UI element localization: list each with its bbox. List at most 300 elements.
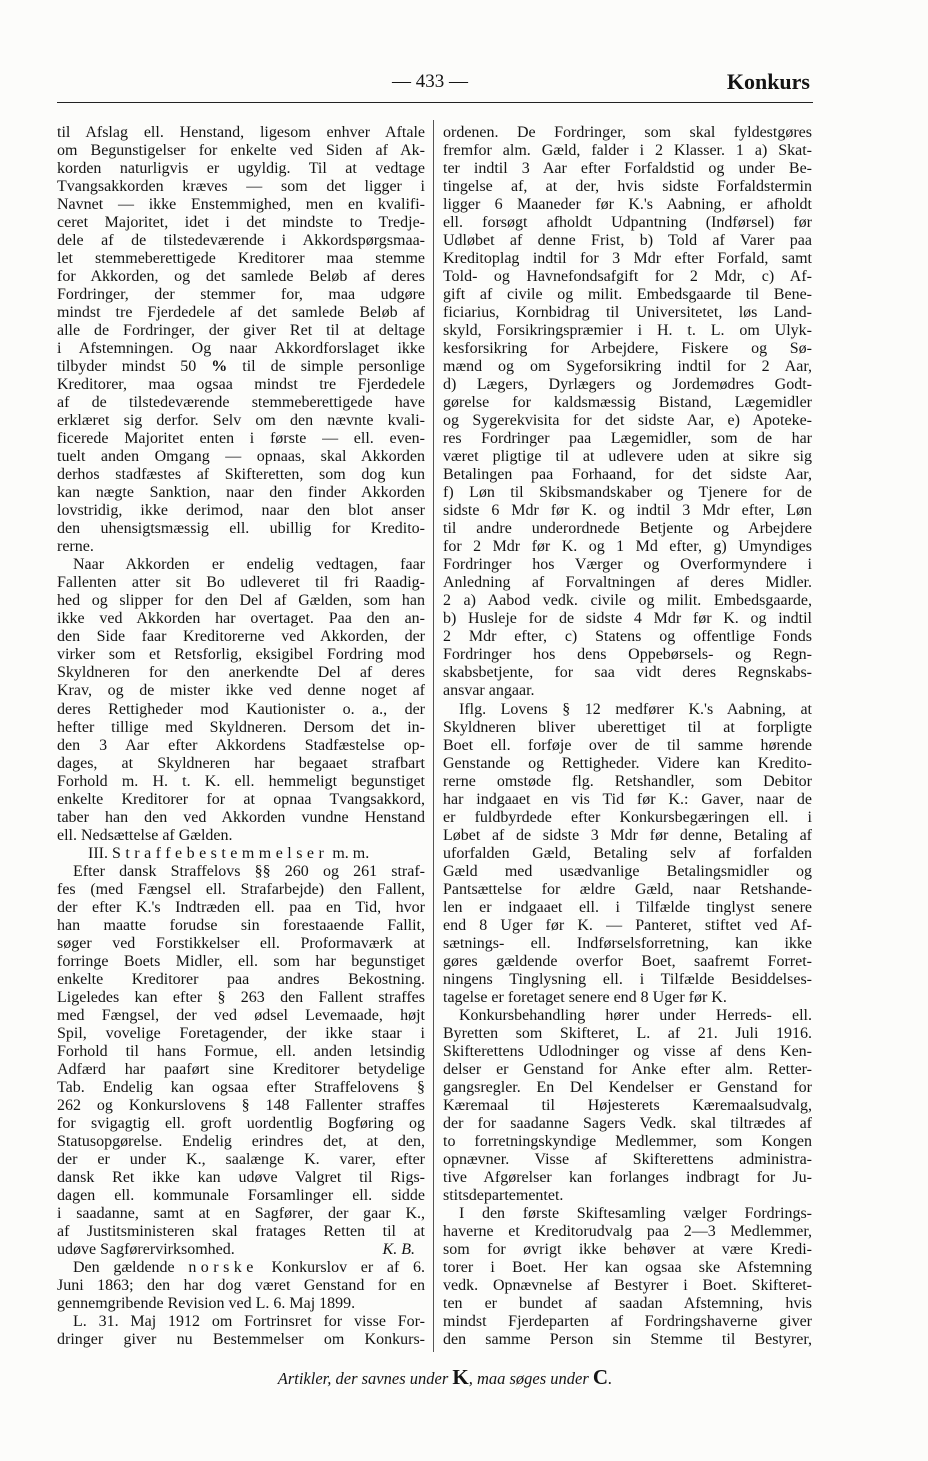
text-line [443,737,812,755]
text-segment: været pligtige til at udlevere uden at sikre sig [443,448,812,466]
text-segment: erklæret sig derfor. Selv om den nævnte kvali- [57,412,425,430]
text-segment: tagelse er foretaget senere end 8 Uger før K. [443,988,727,1006]
text-line [57,520,425,538]
text-segment: 262 og Konkurslovens § 148 Fallenter straffes [57,1096,425,1114]
text-segment: f) Løn til Skibsmandskaber og Tjenere for de [443,484,812,502]
text-line [57,881,425,899]
text-segment: uforfalden Gæld, Betaling selv af forfalden [443,844,812,862]
text-segment: Spil, vovelige Foretagender, der ikke staar i [57,1024,425,1042]
text-segment: den uhensigtsmæssig ell. ubillig for Kredito- [57,520,425,538]
text-line [57,1061,425,1079]
text-segment: enkelte Kreditorer for at opnaa Tvangsakkord, [57,790,425,808]
text-segment: dagen ell. kommunale Forsamlinger ell. sidde [57,1186,425,1204]
right-column [443,124,812,1349]
text-segment: skabsbetjente, for saa vidt deres Regnskabs- [443,664,812,682]
text-line [57,1205,425,1223]
text-line [443,773,812,791]
text-segment: Navnet — ikke Enstemmighed, men en kvalifi- [57,196,425,214]
text-segment: rerne. [57,538,94,556]
paragraph [57,1313,425,1349]
text-segment: 2 a) Aabod vedk. civile og milit. Embedsgaarde, [443,592,812,610]
text-line [443,935,812,953]
text-segment: er fuldbyrdede efter Konkursbegæringen ell. i [443,808,812,826]
text-segment: Gæld med usædvanlige Betalingsmidler og [443,862,812,880]
text-line [57,160,425,178]
text-line [57,1313,425,1331]
text-line [57,1025,425,1043]
text-segment: den Side faar Kreditorerne ved Akkorden, der [57,628,425,646]
text-segment: korden naturligvis er ugyldig. Til at vedtage [57,160,425,178]
text-segment: hed og slipper for den Del af Gælden, som han [57,592,425,610]
text-line [443,376,812,394]
paragraph [443,1205,812,1349]
text-line [57,917,425,935]
text-segment: Skyldneren for den anerkendte Del af deres [57,664,425,682]
paragraph [57,556,425,844]
text-line [443,1115,812,1133]
text-segment: Fallenten atter sit Bo udleveret til fri Raadig- [57,574,425,592]
text-segment: mænd og om Sygeforsikring indtil for 2 Aar, [443,358,812,376]
text-segment: ordenen. De Fordringer, som skal fyldestgøres [443,124,812,141]
text-line [443,250,812,268]
text-segment: res Fordringer paa Lægemidler, som de har [443,430,812,448]
text-segment: tive Afgørelser kan forlanges indbragt for Ju- [443,1168,812,1186]
text-line [443,1079,812,1097]
text-line [443,1295,812,1313]
text-line [443,448,812,466]
text-line [443,628,812,646]
text-segment: Iflg. Lovens § 12 medfører K.'s Aabning, at [459,700,812,718]
bold-text: C [592,1365,609,1389]
text-line [57,394,425,412]
text-line [443,953,812,971]
text-segment: ell. forsøgt afholdt Udpantning (Indførsel) før [443,214,812,232]
text-segment: Kreditorer, maa ogsaa mindst tre Fjerdedele [57,376,425,394]
text-line [443,1169,812,1187]
text-segment: der efter K.'s Indtræden ell. paa en Tid, hvor [57,898,425,916]
text-segment: tingelse af, at der, hvis sidste Forfaldstermin [443,178,812,196]
text-line [443,1043,812,1061]
text-line [57,592,425,610]
text-line [57,340,425,358]
text-segment: tuelt anden Omgang — opnaas, skal Akkorden [57,448,425,466]
text-segment: Udløbet af denne Frist, b) Told af Varer paa [443,232,812,250]
text-line [443,268,812,286]
text-line [57,1223,425,1241]
text-segment: haverne et Kreditorudvalg paa 2—3 Medlemmer, [443,1222,812,1240]
text-segment: derhos stadfæstes af Skifteretten, som dog kun [57,466,425,484]
text-line [443,845,812,863]
text-segment: ansvar angaar. [443,682,535,700]
text-line [443,664,812,682]
text-segment: len er indgaaet ell. i Tilfælde tinglyst senere [443,898,812,916]
text-segment: d) Lægers, Dyrlægers og Jordemødres Godt- [443,376,812,394]
text-segment: kesforsikring for Arbejdere, Fiskere og Sø- [443,340,812,358]
text-line [443,178,812,196]
text-segment: forringe Boets Midler, ell. som har begunstiget [57,952,425,970]
text-line [57,376,425,394]
text-line [57,1043,425,1061]
text-segment: Skyldneren bliver uberettiget til at forpligte [443,718,812,736]
text-line [57,448,425,466]
text-line [57,1115,425,1133]
text-line [57,899,425,917]
text-line [443,809,812,827]
text-line [443,791,812,809]
text-line [57,574,425,592]
text-segment: til de simple personlige [227,358,426,376]
text-line [443,160,812,178]
text-segment: gennemgribende Revision ved L. 6. Maj 1899. [57,1295,356,1313]
text-segment: Konkursbehandling hører under Herreds- ell. [459,1006,812,1024]
text-line [57,971,425,989]
text-segment: III. [88,844,112,862]
text-segment: Naar Akkorden er endelig vedtagen, faar [73,556,425,574]
text-line [443,881,812,899]
text-line [57,214,425,232]
paragraph [57,1259,425,1313]
text-line [57,953,425,971]
page-number: — 433 — [392,71,468,92]
text-line [57,412,425,430]
text-line [443,1241,812,1259]
text-segment: Juni 1863; den har dog været Genstand for en [57,1277,425,1294]
text-line [57,1079,425,1097]
text-segment: Den gældende [73,1258,189,1276]
text-line [57,610,425,628]
text-segment: ikke ved Akkorden har overtaget. Paa den an- [57,610,425,628]
text-line [443,1025,812,1043]
text-line [443,556,812,574]
text-segment: ceret Majoritet, idet i det mindste to Tredje- [57,214,425,232]
text-line [443,701,812,719]
text-line [57,268,425,286]
text-line [443,755,812,773]
text-segment: søger ved Forstikkelser ell. Proformaværk at [57,934,425,952]
text-segment: gørelse for kaldsmæssig Bistand, Lægemidler [443,394,812,412]
text-segment: Forhold m. H. t. K. ell. hemmeligt begunstiget [57,772,425,790]
text-segment: Byretten som Skifteret, L. af 21. Juli 1916. [443,1024,812,1042]
text-line [57,1133,425,1151]
text-line [443,989,812,1007]
text-line [443,917,812,935]
text-segment: rerne omstøde flg. Retshandler, som Debitor [443,772,812,790]
text-segment: Fordringer hos dens Oppebørsels- og Regn- [443,646,812,664]
text-line [57,358,425,376]
text-segment: i Afstemningen. Og naar Akkordforslaget ikke [57,340,425,358]
text-segment: gangsregler. En Del Kendelser er Genstand for [443,1078,812,1096]
text-segment: enkelte Kreditorer paa andres Bekostning. [57,970,425,988]
text-line [443,214,812,232]
author-signature: K. B. [382,1240,415,1258]
text-line [443,1331,812,1349]
text-segment: med Fængsel, der ved ødsel Levemaade, højt [57,1006,425,1024]
text-line [57,701,425,719]
text-line [57,682,425,700]
text-segment: Tvangsakkorden kræves — som det ligger i [57,178,425,196]
spaced-text: Straffebestemmelser [111,844,329,862]
text-line [57,646,425,664]
text-segment: opnævner. Visse af Skifterettens administra- [443,1150,812,1168]
text-segment: gift af civile og milit. Embedsgaarde til Bene- [443,286,812,304]
text-segment: , maa søges under [468,1369,593,1388]
text-line [443,520,812,538]
bold-text: K [452,1365,469,1389]
text-segment: ter indtil 3 Aar efter Forfaldstid og under Be- [443,160,812,178]
text-line [443,899,812,917]
paragraph [443,124,812,701]
text-line [443,502,812,520]
text-segment: fremfor alm. Gæld, falder i 2 Klasser. 1 a) Skat- [443,142,812,160]
text-line [443,719,812,737]
text-segment: tilbyder mindst 50 [57,358,212,376]
text-line [443,1097,812,1115]
paragraph [57,863,425,1259]
text-segment: stitsdepartementet. [443,1186,564,1204]
text-segment: virker som et Retsforlig, eksigibel Fordring mod [57,646,425,664]
text-line [443,340,812,358]
running-title: Konkurs [726,69,810,94]
text-segment: til Afslag ell. Henstand, ligesom enhver Aftale [57,124,425,141]
text-line [57,755,425,773]
text-segment: sætnings- ell. Indførselsforretning, kan ikke [443,934,812,952]
heading-line [57,845,425,863]
text-line [57,1169,425,1187]
text-line [57,791,425,809]
text-segment: af de tilstedeværende stemmeberettigede have [57,394,425,412]
text-segment: deres Rettigheder mod Kautionister o. a., der [57,700,425,718]
text-line [443,1151,812,1169]
text-line [443,286,812,304]
text-line [57,863,425,881]
text-segment: Fordringer hos Værger og Overformyndere i [443,556,812,574]
text-segment: Betalingen paa Forhaand, for det sidste Aar, [443,466,812,484]
text-segment: Kæremaal til Højesterets Kæremaalsudvalg, [443,1096,812,1114]
text-line [443,971,812,989]
text-segment: dages, at Skyldneren har begaaet strafbart [57,754,425,772]
text-line [443,1277,812,1295]
paragraph [443,701,812,1007]
text-segment: m. m. [328,844,370,862]
text-segment: Pantsættelse for ældre Gæld, naar Retshande- [443,880,812,898]
text-line [57,935,425,953]
text-line [443,1223,812,1241]
text-line [57,538,425,556]
text-segment: han maatte forudse sin forestaaende Fallit, [57,916,425,934]
text-segment: 2 Mdr efter, c) Statens og offentlige Fonds [443,628,812,646]
text-segment: Kreditoplag indtil for 3 Mdr efter Forfald, samt [443,250,812,268]
text-line [443,646,812,664]
text-segment: Efter dansk Straffelovs §§ 260 og 261 straf- [73,862,425,880]
text-segment: I den første Skiftesamling vælger Fordrings- [459,1204,812,1222]
text-line [443,466,812,484]
text-line [57,178,425,196]
text-segment: Tab. Endelig kan ogsaa efter Straffelovens § [57,1078,425,1096]
text-segment: mindst tre Fjerdedele af det samlede Beløb af [57,304,425,322]
text-segment: ficerede Majoritet enten i første — ell. even- [57,430,425,448]
text-segment: mindst Fjerdeparten af Fordringshaverne giver [443,1313,812,1331]
text-segment: Fordringer, der stemmer for, maa udgøre [57,286,425,304]
text-line [443,863,812,881]
text-segment: alle de Fordringer, der giver Ret til at deltage [57,322,425,340]
paragraph [443,1007,812,1205]
text-segment: end 8 Uger før K. — Panteret, stiftet ved Af- [443,916,812,934]
text-segment: i saadanne, samt at en Sagfører, der gaar K., [57,1204,425,1222]
text-line [443,358,812,376]
text-line [443,1061,812,1079]
text-segment: Told- og Havnefondsafgift for 2 Mdr, c) Af- [443,268,812,286]
text-line [57,1007,425,1025]
text-line [57,827,425,845]
text-line [57,1097,425,1115]
text-line [57,250,425,268]
text-line [57,737,425,755]
text-line [443,484,812,502]
text-segment: som for øvrigt ikke behøver at være Kredi- [443,1240,812,1258]
text-segment: torer i Boet. Her kan ogsaa ske Afstemning [443,1258,812,1276]
text-line [443,430,812,448]
text-line [57,773,425,791]
text-segment: hefter tillige med Skyldneren. Dersom det in- [57,718,425,736]
text-segment: den samme Person sin Stemme til Bestyrer, [443,1331,812,1349]
text-segment: ell. Nedsættelse af Gælden. [57,826,233,844]
text-line [57,1259,425,1277]
text-line [443,232,812,250]
text-line [57,628,425,646]
text-line [443,574,812,592]
header-rule [57,102,813,103]
text-line [443,592,812,610]
text-segment: dansk Ret ikke kan udøve Valgret til Rigs- [57,1168,425,1186]
text-segment: Adfærd har paaført sine Kreditorer betydelige [57,1060,425,1078]
text-line [443,322,812,340]
text-segment: Boet ell. forføje over de til samme hørende [443,736,812,754]
text-line [443,827,812,845]
text-line [443,538,812,556]
text-segment: delser er Genstand for Anke efter alm. Retter- [443,1060,812,1078]
paragraph [57,124,425,556]
text-line [57,556,425,574]
text-line [443,682,812,700]
text-segment: L. 31. Maj 1912 om Fortrinsret for visse For- [73,1313,425,1331]
text-segment: ten er bundet af saadan Afstemning, hvis [443,1295,812,1313]
text-line [57,322,425,340]
text-segment: dele af de tilstedeværende i Akkordspørgsmaa- [57,232,425,250]
text-line [57,142,425,160]
text-segment: kan nægte Sanktion, naar den finder Akkorden [57,484,425,502]
text-line [57,1151,425,1169]
text-segment: Løbet af de sidste 3 Mdr før denne, Betaling af [443,826,812,844]
text-line [57,304,425,322]
text-line [443,142,812,160]
text-segment: let stemmeberettigede Kreditorer maa stemme [57,250,425,268]
section-heading [57,845,425,863]
text-segment: skyld, Forsikringspræmier i H. t. L. om Ulyk- [443,322,812,340]
footer-note [195,1364,695,1392]
text-line [443,1205,812,1223]
text-segment: ficiarius, Kornbidrag til Universitetet, løs Land- [443,304,812,322]
spaced-text: norske [188,1258,258,1276]
text-line [443,1187,812,1205]
text-line [57,502,425,520]
left-column [57,124,425,1349]
text-segment: taber han den ved Akkorden vundne Henstand [57,808,425,826]
text-segment: Krav, og de mister ikke ved denne noget af [57,682,425,700]
text-line [57,286,425,304]
text-segment: og Sygerekvisita for det sidste Aar, e) Apoteke- [443,412,812,430]
text-segment: gøres gældende overfor Boet, saafremt Forret- [443,952,812,970]
text-segment: der er under K., saalænge K. varer, efter [57,1150,425,1168]
text-segment: har indgaaet en vis Tid før K.: Gaver, naar de [443,790,812,808]
text-segment: . [608,1369,613,1388]
text-line [57,809,425,827]
text-line [57,719,425,737]
text-segment: Artikler, der savnes under [277,1369,453,1388]
text-segment: til andre underordnede Betjente og Arbejdere [443,520,812,538]
text-segment: Skifterettens Udlodninger og visse af dens Ken- [443,1042,812,1060]
text-segment: om Begunstigelser for enkelte ved Siden af Ak- [57,142,425,160]
text-segment: den 3 Aar efter Akkordens Stadfæstelse op- [57,736,425,754]
column-rule [433,120,434,1352]
text-line [57,1277,425,1295]
text-line [443,196,812,214]
text-line [57,989,425,1007]
text-line [57,484,425,502]
text-line [443,1259,812,1277]
text-segment: lovstridig, ikke derimod, naar den blot anser [57,502,425,520]
text-segment: ligger 6 Maaneder før K.'s Aabning, er afholdt [443,196,812,214]
text-segment: to forretningskyndige Medlemmer, som Kongen [443,1132,812,1150]
text-line [57,196,425,214]
text-line [57,664,425,682]
text-line [57,1295,425,1313]
text-segment: der for saadanne Sagers Vedk. skal tiltrædes af [443,1114,812,1132]
text-segment: vedk. Opnævnelse af Bestyrer i Boet. Skifteret- [443,1277,812,1294]
text-segment: fes (med Fængsel ell. Strafarbejde) den Fallent, [57,880,425,898]
text-segment: Forhold til hans Formue, ell. anden letsindig [57,1042,425,1060]
text-line [443,1007,812,1025]
text-segment: for svigagtig ell. groft uordentlig Bogføring og [57,1114,425,1132]
text-segment: udøve Sagførervirksomhed. [57,1240,235,1258]
text-line [57,430,425,448]
text-line [57,124,425,142]
text-segment: dringer giver nu Bestemmelser om Konkurs- [57,1331,425,1349]
text-line [443,412,812,430]
text-line [57,1331,425,1349]
text-segment: sidste 6 Mdr før K. og indtil 3 Mdr efter, Løn [443,502,812,520]
text-line [57,1187,425,1205]
text-line [443,124,812,142]
text-segment: Statusopgørelse. Endelig erindres det, at den, [57,1132,425,1150]
bold-text: % [211,358,228,376]
text-segment: Ligeledes kan efter § 263 den Fallent straffes [57,988,425,1006]
text-segment: Genstande og Rettigheder. Videre kan Kredito- [443,754,812,772]
text-line [443,394,812,412]
text-segment: ningens Tinglysning ell. i Tilfælde Besiddelses- [443,970,812,988]
text-line [443,1133,812,1151]
text-segment: for Akkorden, og det samlede Beløb af deres [57,268,425,286]
text-line [443,610,812,628]
text-line [443,1313,812,1331]
text-line [443,304,812,322]
text-segment: Konkurslov er af 6. [257,1258,425,1276]
text-line [57,466,425,484]
text-segment: b) Husleje for de sidste 4 Mdr før K. og indtil [443,610,812,628]
text-line [57,232,425,250]
text-segment: af Justitsministeren skal fratages Retten til at [57,1222,425,1240]
text-segment: Anledning af Forvaltningen af deres Midler. [443,574,812,592]
text-line [57,1241,425,1259]
